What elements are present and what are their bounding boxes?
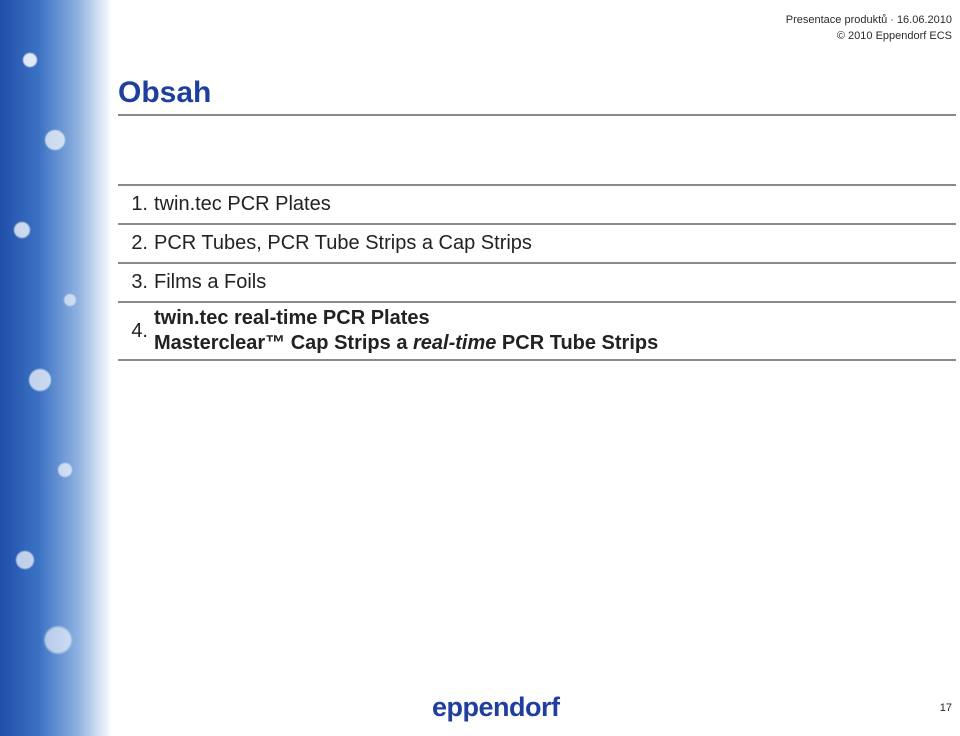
toc-text: Films a Foils <box>154 271 267 293</box>
toc-text: twin.tec PCR Plates <box>154 193 331 215</box>
table-of-contents <box>118 184 956 361</box>
toc-subitems <box>154 306 658 356</box>
toc-number: 4. <box>131 319 148 342</box>
presentation-date: 16.06.2010 <box>896 14 952 26</box>
toc-number: 1. <box>131 193 148 215</box>
page-number: 17 <box>939 702 952 714</box>
toc-text: PCR Tubes, PCR Tube Strips a Cap Strips <box>154 232 532 254</box>
presentation-label: Presentace produktů <box>785 14 888 26</box>
header-line-1 <box>786 12 952 28</box>
eppendorf-logo: eppendorf <box>432 692 560 722</box>
title-divider <box>118 114 956 116</box>
toc-subitem-line-2 <box>154 331 658 356</box>
toc-item-2 <box>118 223 956 262</box>
separator-dot-icon: · <box>890 14 894 26</box>
toc-number: 3. <box>131 271 148 293</box>
page-title: Obsah <box>118 76 212 109</box>
toc-subitem-suffix: PCR Tube Strips <box>496 332 659 354</box>
toc-item-1 <box>118 184 956 223</box>
toc-number: 2. <box>131 232 148 254</box>
toc-subitem-italic: real-time <box>413 332 497 354</box>
toc-item-4 <box>118 301 956 361</box>
copyright-text: © 2010 Eppendorf ECS <box>836 30 952 42</box>
toc-subitem-prefix: Masterclear™ Cap Strips a <box>154 332 413 354</box>
sidebar-water-image <box>0 0 112 736</box>
toc-item-3 <box>118 262 956 301</box>
header-meta <box>786 12 952 44</box>
toc-subitem-line-1: twin.tec real-time PCR Plates <box>154 307 430 329</box>
